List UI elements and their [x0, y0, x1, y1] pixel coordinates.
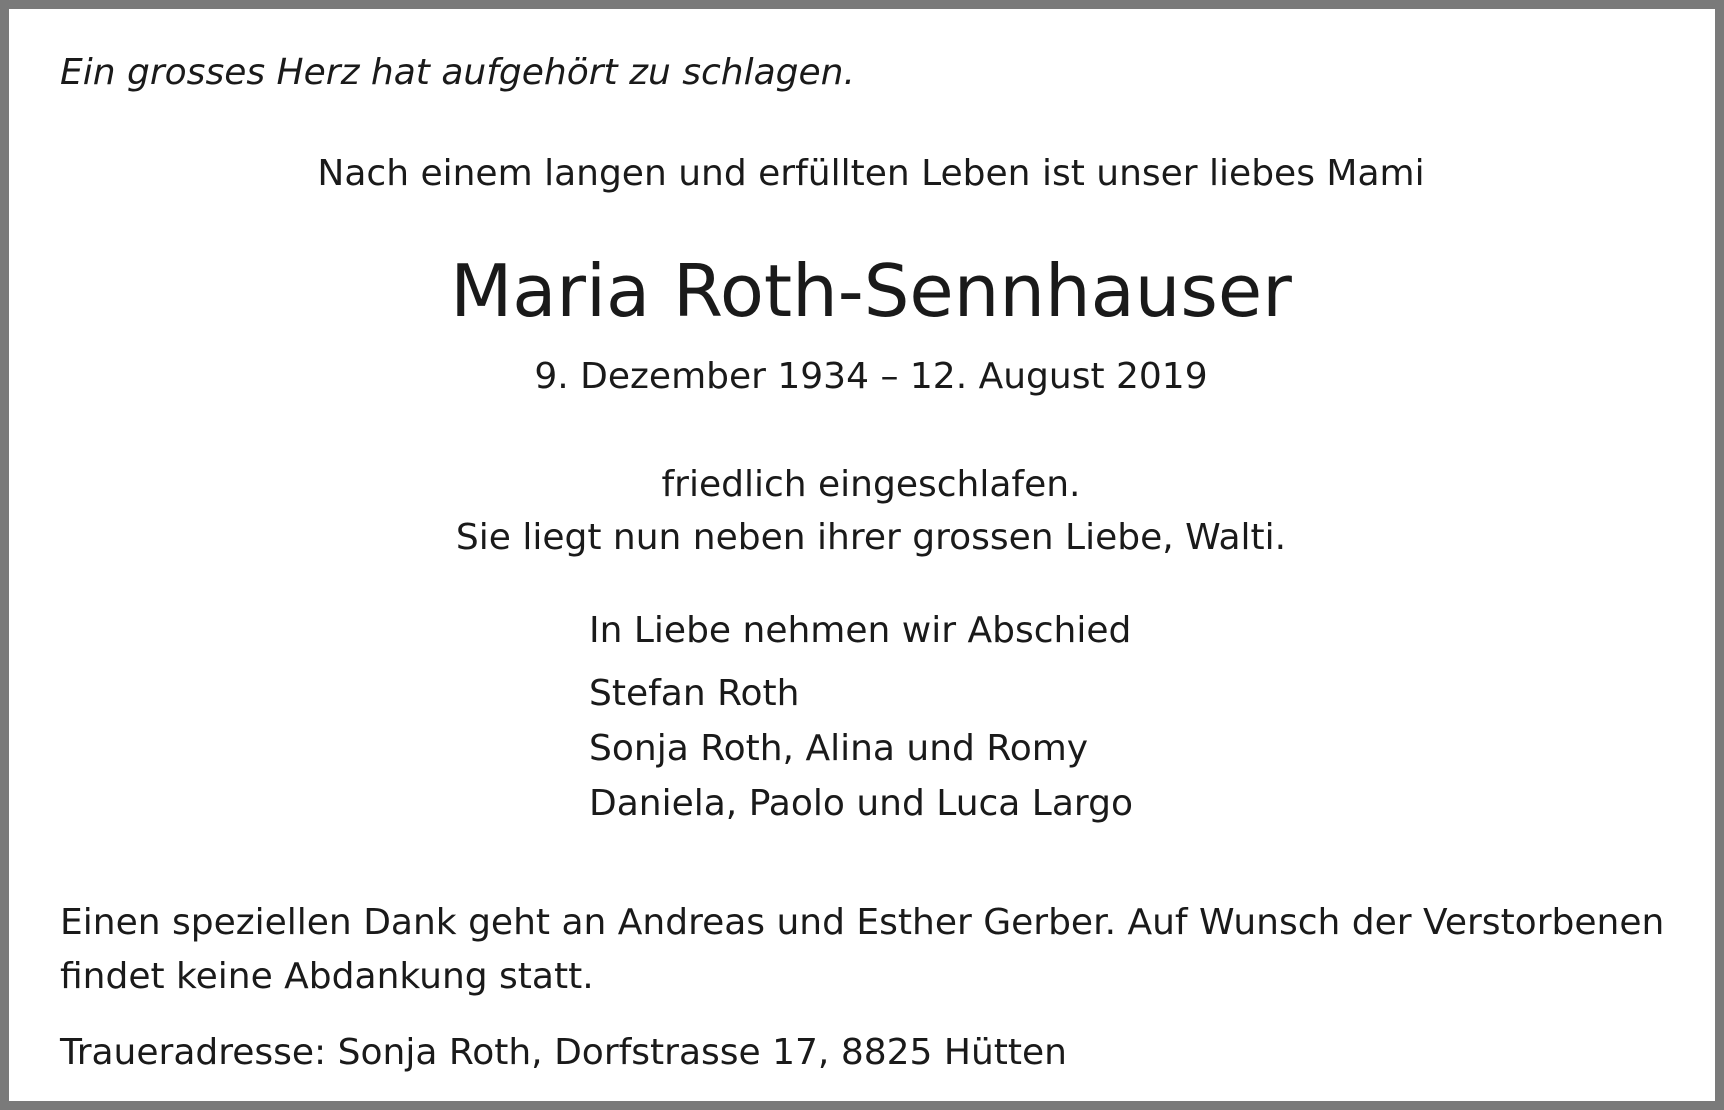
thanks-paragraph: [60, 896, 1680, 1004]
phrase-line-2: Sie liegt nun neben ihrer grossen Liebe, Walti.: [455, 517, 1287, 558]
family-member: Daniela, Paolo und Luca Largo: [589, 783, 1133, 824]
motto-text: Ein grosses Herz hat aufgehört zu schlagen.: [60, 52, 855, 93]
family-block: [589, 610, 1133, 841]
family-member: Stefan Roth: [589, 673, 800, 714]
family-member: Sonja Roth, Alina und Romy: [589, 728, 1089, 769]
farewell-heading: In Liebe nehmen wir Abschied: [589, 610, 1132, 651]
life-dates: 9. Dezember 1934 – 12. August 2019: [534, 356, 1208, 397]
phrase-line-1: friedlich eingeschlafen.: [661, 464, 1081, 505]
intro-text: Nach einem langen und erfüllten Leben ist unser liebes Mami: [317, 153, 1425, 194]
thanks-line-2: findet keine Abdankung statt.: [60, 956, 594, 997]
mourning-address: Traueradresse: Sonja Roth, Dorfstrasse 17, 8825 Hütten: [60, 1032, 1067, 1073]
deceased-name: Maria Roth-Sennhauser: [450, 249, 1292, 333]
thanks-line-1: Einen speziellen Dank geht an Andreas und Esther Gerber. Auf Wunsch der Verstorbenen: [60, 902, 1665, 943]
